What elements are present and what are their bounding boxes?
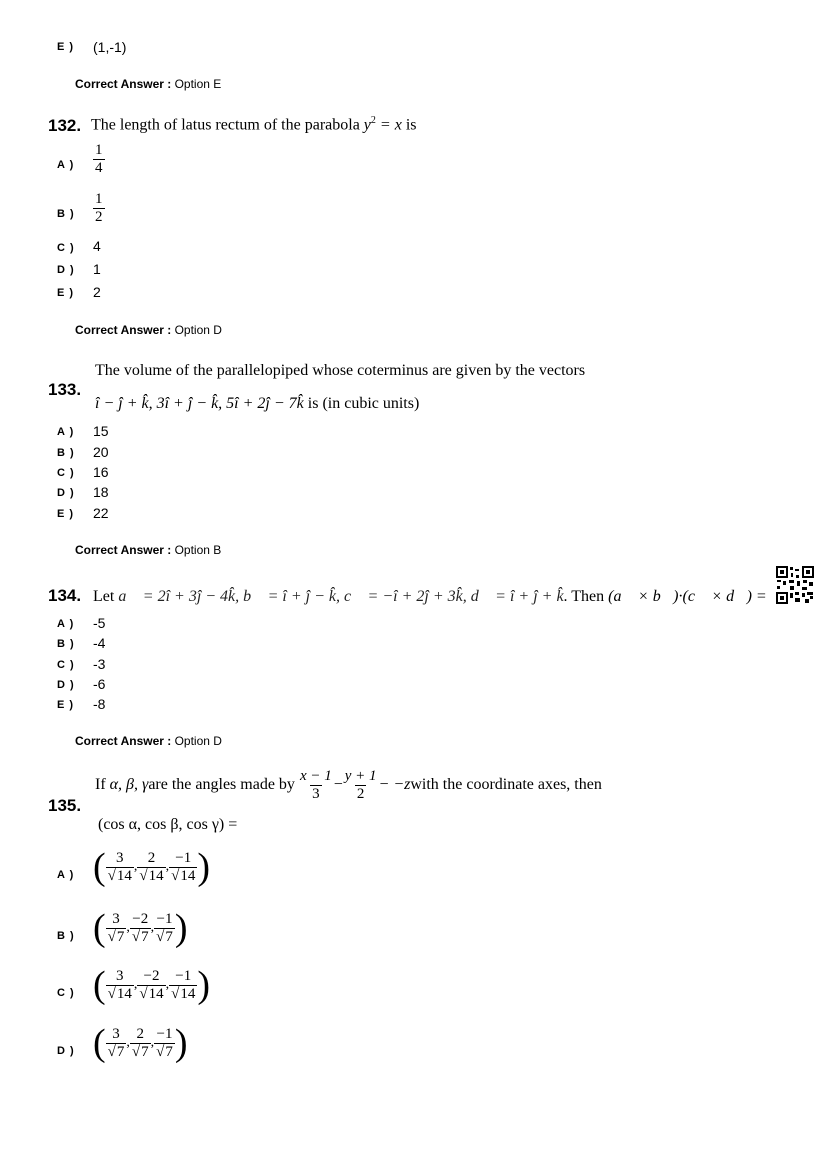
left-paren: ( bbox=[93, 1022, 106, 1064]
question-text-line2 bbox=[95, 395, 419, 413]
question-number: 132. bbox=[48, 116, 82, 135]
option-value-a: ( $\frac{3}{√14}$ , $\frac{2}{√14}$ , $\frac{-1}{√14}$ ) bbox=[93, 846, 211, 888]
fraction-numerator: y + 1 bbox=[344, 768, 377, 784]
fraction-numerator: x − 1 bbox=[299, 768, 332, 784]
option-label-c[interactable]: C ) bbox=[57, 467, 75, 479]
option-label-b[interactable]: B ) bbox=[57, 638, 75, 650]
fraction-numerator: −1 bbox=[175, 850, 192, 866]
question-text bbox=[91, 115, 416, 134]
option-value-b: 20 bbox=[93, 444, 109, 460]
sqrt-symbol: √ bbox=[139, 867, 148, 884]
left-paren: ( bbox=[93, 846, 106, 888]
equation-exponent: 2 bbox=[370, 115, 376, 126]
correct-answer bbox=[75, 77, 221, 91]
fraction-denominator: 7 bbox=[116, 928, 125, 945]
option-label-c[interactable]: C ) bbox=[57, 987, 75, 999]
question-text-pre: The length of latus rectum of the parabola bbox=[91, 116, 360, 134]
sqrt-symbol: √ bbox=[107, 928, 116, 945]
option-value-e: -8 bbox=[93, 696, 106, 712]
option-label-a[interactable]: A ) bbox=[57, 869, 75, 881]
option-label-d[interactable]: D ) bbox=[57, 487, 75, 499]
fraction-denominator: 14 bbox=[116, 867, 132, 884]
question-text-post: is (in cubic units) bbox=[303, 395, 420, 412]
option-value-a: -5 bbox=[93, 615, 106, 631]
fraction-numerator: 3 bbox=[116, 850, 124, 866]
option-value-c: 4 bbox=[93, 238, 101, 254]
option-label-b[interactable]: B ) bbox=[57, 208, 75, 220]
qr-code-icon bbox=[775, 565, 815, 605]
question-text-post: is bbox=[405, 116, 417, 134]
correct-answer-label: Correct Answer : bbox=[75, 323, 172, 337]
question-text-mid: are the angles made by bbox=[148, 776, 295, 793]
vector-list: î − ĵ + k̂, 3î + ĵ − k̂, 5î + 2ĵ − 7k̂ bbox=[95, 395, 304, 412]
equation-y: y bbox=[363, 116, 371, 134]
correct-answer bbox=[75, 323, 222, 337]
option-value-c: 16 bbox=[93, 464, 109, 480]
option-value-d: 1 bbox=[93, 261, 101, 277]
option-value-e: (1,-1) bbox=[93, 39, 127, 55]
right-paren: ) bbox=[174, 1022, 188, 1064]
option-label-e[interactable]: E ) bbox=[57, 287, 75, 299]
question-number: 135. bbox=[48, 796, 82, 815]
fraction-numerator: −1 bbox=[156, 911, 173, 927]
fraction-numerator: 1 bbox=[95, 191, 103, 207]
fraction-numerator: −2 bbox=[143, 968, 160, 984]
fraction-numerator: 2 bbox=[147, 850, 156, 866]
fraction-numerator: 3 bbox=[112, 1026, 120, 1042]
correct-answer-value: Option D bbox=[174, 323, 222, 337]
correct-answer-label: Correct Answer : bbox=[75, 77, 172, 91]
question-text-then: . Then bbox=[563, 588, 609, 605]
sqrt-symbol: √ bbox=[156, 928, 165, 945]
option-value-b bbox=[93, 191, 105, 225]
question-text bbox=[93, 588, 767, 606]
question-text-line1 bbox=[95, 768, 602, 802]
fraction-denominator: 7 bbox=[141, 1043, 149, 1060]
option-value-b: ( $\frac{3}{√7}$ , $\frac{-2}{√7}$ , $\frac{-1}{√7}$ ) bbox=[93, 907, 188, 949]
equation-rest: = x bbox=[375, 116, 402, 134]
fraction-denominator: 14 bbox=[116, 985, 132, 1002]
fraction-denominator: 2 bbox=[356, 785, 365, 802]
option-label-d[interactable]: D ) bbox=[57, 679, 75, 691]
fraction-denominator: 7 bbox=[165, 928, 173, 945]
left-paren: ( bbox=[93, 907, 106, 949]
option-value-b: -4 bbox=[93, 635, 106, 651]
fraction-denominator: 7 bbox=[141, 928, 149, 945]
left-paren: ( bbox=[93, 964, 106, 1006]
correct-answer bbox=[75, 543, 221, 557]
question-text-if: If bbox=[95, 776, 106, 793]
vector-expression: (a⃗ × b⃗)·(c⃗ × d⃗) = bbox=[608, 588, 767, 605]
option-value-e: 22 bbox=[93, 505, 109, 521]
sqrt-symbol: √ bbox=[107, 985, 116, 1002]
fraction-numerator: 3 bbox=[112, 911, 120, 927]
sqrt-symbol: √ bbox=[131, 928, 141, 945]
option-label-d[interactable]: D ) bbox=[57, 264, 75, 276]
option-label-b[interactable]: B ) bbox=[57, 447, 75, 459]
fraction-denominator: 14 bbox=[148, 985, 164, 1002]
fraction-denominator: 14 bbox=[148, 867, 164, 884]
option-label-d[interactable]: D ) bbox=[57, 1045, 75, 1057]
right-paren: ) bbox=[197, 964, 211, 1006]
fraction-numerator: 3 bbox=[116, 968, 124, 984]
option-value-c: -3 bbox=[93, 656, 106, 672]
option-value-d: -6 bbox=[93, 676, 106, 692]
fraction-numerator: −2 bbox=[132, 911, 149, 927]
correct-answer-value: Option D bbox=[174, 734, 222, 748]
sqrt-symbol: √ bbox=[171, 985, 180, 1002]
fraction-numerator: −1 bbox=[156, 1026, 173, 1042]
option-label-a[interactable]: A ) bbox=[57, 618, 75, 630]
fraction-denominator: 3 bbox=[312, 785, 320, 802]
fraction-denominator: 7 bbox=[165, 1043, 173, 1060]
minus-sign: − bbox=[333, 776, 343, 793]
fraction-denominator: 7 bbox=[116, 1043, 125, 1060]
question-number: 134. bbox=[48, 586, 82, 605]
fraction-numerator: −1 bbox=[175, 968, 192, 984]
correct-answer-label: Correct Answer : bbox=[75, 543, 172, 557]
question-number: 133. bbox=[48, 380, 82, 399]
option-label-e[interactable]: E ) bbox=[57, 508, 75, 520]
sqrt-symbol: √ bbox=[107, 1043, 116, 1060]
option-label-e: E ) bbox=[57, 41, 75, 53]
option-value-d: ( $\frac{3}{√7}$ , $\frac{2}{√7}$ , $\frac{-1}{√7}$ ) bbox=[93, 1022, 188, 1064]
option-value-a bbox=[93, 142, 105, 176]
question-text-post: with the coordinate axes, then bbox=[410, 776, 602, 793]
right-paren: ) bbox=[174, 907, 188, 949]
equation-tail: − −z bbox=[378, 776, 411, 793]
correct-answer-value: Option E bbox=[174, 77, 222, 91]
sqrt-symbol: √ bbox=[131, 1043, 141, 1060]
sqrt-symbol: √ bbox=[139, 985, 148, 1002]
option-label-e[interactable]: E ) bbox=[57, 699, 75, 711]
option-value-a: 15 bbox=[93, 423, 109, 439]
fraction-denominator: 4 bbox=[95, 159, 103, 176]
question-text-line2: (cos α, cos β, cos γ) = bbox=[98, 816, 238, 833]
question-text-let: Let bbox=[93, 588, 119, 605]
option-label-a[interactable]: A ) bbox=[57, 426, 75, 438]
correct-answer bbox=[75, 734, 222, 748]
angle-symbols: α, β, γ bbox=[109, 776, 149, 793]
fraction-numerator: 1 bbox=[95, 142, 103, 158]
option-label-b[interactable]: B ) bbox=[57, 930, 75, 942]
sqrt-symbol: √ bbox=[156, 1043, 165, 1060]
option-value-c: ( $\frac{3}{√14}$ , $\frac{-2}{√14}$ , $\frac{-1}{√14}$ ) bbox=[93, 964, 211, 1006]
vector-definitions: a⃗ = 2î + 3ĵ − 4k̂, b⃗ = î + ĵ − k̂, c⃗ = −î + 2ĵ + 3k̂, d⃗ = î + ĵ + k̂ bbox=[118, 588, 564, 605]
option-label-c[interactable]: C ) bbox=[57, 242, 75, 254]
fraction-denominator: 14 bbox=[180, 867, 196, 884]
fraction-denominator: 14 bbox=[180, 985, 196, 1002]
question-text-line1: The volume of the parallelopiped whose coterminus are given by the vectors bbox=[95, 362, 586, 379]
option-label-a[interactable]: A ) bbox=[57, 159, 75, 171]
fraction-denominator: 2 bbox=[95, 208, 103, 225]
right-paren: ) bbox=[197, 846, 211, 888]
option-value-e: 2 bbox=[93, 284, 101, 300]
option-value-d: 18 bbox=[93, 484, 109, 500]
sqrt-symbol: √ bbox=[107, 867, 116, 884]
correct-answer-value: Option B bbox=[174, 543, 222, 557]
sqrt-symbol: √ bbox=[171, 867, 180, 884]
option-label-c[interactable]: C ) bbox=[57, 659, 75, 671]
fraction-numerator: 2 bbox=[136, 1026, 144, 1042]
correct-answer-label: Correct Answer : bbox=[75, 734, 172, 748]
